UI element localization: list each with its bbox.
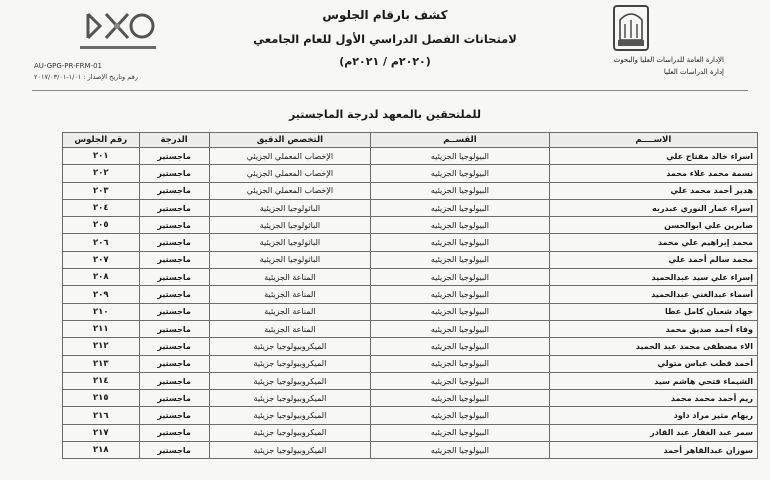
- degree-cell: ماجستير: [139, 320, 209, 337]
- student-name-cell: نسمة محمد علاء محمد: [549, 165, 757, 182]
- university-logo: [608, 4, 654, 52]
- degree-cell: ماجستير: [139, 303, 209, 320]
- department-cell: البيولوجيا الجزيئيه: [371, 407, 550, 424]
- degree-cell: ماجستير: [139, 234, 209, 251]
- seat-number-cell: ٢١٠: [63, 303, 140, 320]
- university-seal-icon: [608, 4, 654, 52]
- table-row: [63, 217, 758, 234]
- table-row: [63, 338, 758, 355]
- department-cell: البيولوجيا الجزيئيه: [371, 303, 550, 320]
- document-code: AU-GPG-PR-FRM-01: [34, 62, 102, 70]
- student-name-cell: محمد سالم أحمد علي: [549, 251, 757, 268]
- student-name-cell: ريم أحمد محمد محمد: [549, 390, 757, 407]
- academic-year: (٢٠٢٠م / ٢٠٢١م): [339, 55, 431, 68]
- specialization-cell: الميكروبيولوجيا جزيئية: [209, 355, 371, 372]
- table-header-row: [63, 133, 758, 148]
- table-subtitle: للملتحقين بالمعهد لدرجة الماجستير: [288, 108, 482, 121]
- table-row: [63, 407, 758, 424]
- table-row: [63, 390, 758, 407]
- student-name-cell: أسماء عبدالغني عبدالحميد: [549, 286, 757, 303]
- seat-number-cell: ٢١٧: [63, 424, 140, 441]
- student-name-cell: الشيماء فتحي هاشم سيد: [549, 372, 757, 389]
- table-body: [63, 148, 758, 459]
- issue-date: رقم وتاريخ الإصدار : ١/٠١-٢٠١٧/٠٣/٠١: [34, 73, 138, 81]
- seat-number-cell: ٢١٥: [63, 390, 140, 407]
- specialization-cell: الميكروبيولوجيا جزيئية: [209, 390, 371, 407]
- specialization-cell: الإخصاب المعملي الجزيئي: [209, 165, 371, 182]
- degree-cell: ماجستير: [139, 251, 209, 268]
- table-row: [63, 269, 758, 286]
- specialization-cell: الميكروبيولوجيا جزيئية: [209, 442, 371, 459]
- seat-numbers-table: [62, 132, 758, 459]
- seat-number-cell: ٢١٢: [63, 338, 140, 355]
- student-name-cell: اسراء خالد مفتاح علي: [549, 148, 757, 165]
- degree-cell: ماجستير: [139, 286, 209, 303]
- department-cell: البيولوجيا الجزيئيه: [371, 424, 550, 441]
- specialization-cell: الإخصاب المعملي الجزيئي: [209, 148, 371, 165]
- student-name-cell: الاء مصطفى محمد عبد الحميد: [549, 338, 757, 355]
- department-cell: البيولوجيا الجزيئيه: [371, 199, 550, 216]
- exam-title: لامتحانات الفصل الدراسي الأول للعام الجامعي: [253, 32, 517, 46]
- table-row: [63, 303, 758, 320]
- seat-number-cell: ٢٠٦: [63, 234, 140, 251]
- degree-cell: ماجستير: [139, 390, 209, 407]
- department-cell: البيولوجيا الجزيئيه: [371, 148, 550, 165]
- table-row: [63, 286, 758, 303]
- student-name-cell: إسراء علي سيد عبدالحميد: [549, 269, 757, 286]
- table-row: [63, 320, 758, 337]
- specialization-cell: الإخصاب المعملي الجزيئي: [209, 182, 371, 199]
- degree-cell: ماجستير: [139, 442, 209, 459]
- col-header-name: الاســــم: [549, 133, 757, 148]
- department-cell: البيولوجيا الجزيئيه: [371, 217, 550, 234]
- table-row: [63, 148, 758, 165]
- degree-cell: ماجستير: [139, 148, 209, 165]
- student-name-cell: سوزان عبدالقاهر أحمد: [549, 442, 757, 459]
- department-cell: البيولوجيا الجزيئيه: [371, 355, 550, 372]
- department-cell: البيولوجيا الجزيئيه: [371, 390, 550, 407]
- specialization-cell: الباثولوجيا الجزيئية: [209, 217, 371, 234]
- specialization-cell: المناعة الجزيئية: [209, 303, 371, 320]
- student-name-cell: وفاء أحمد صديق محمد: [549, 320, 757, 337]
- header-divider: [32, 90, 748, 91]
- department-cell: البيولوجيا الجزيئيه: [371, 338, 550, 355]
- seat-number-cell: ٢١٤: [63, 372, 140, 389]
- seat-number-cell: ٢٠٨: [63, 269, 140, 286]
- seat-number-cell: ٢٠٤: [63, 199, 140, 216]
- specialization-cell: الميكروبيولوجيا جزيئية: [209, 424, 371, 441]
- specialization-cell: المناعة الجزيئية: [209, 320, 371, 337]
- table-row: [63, 165, 758, 182]
- department-cell: البيولوجيا الجزيئيه: [371, 251, 550, 268]
- seat-number-cell: ٢١٣: [63, 355, 140, 372]
- seat-number-cell: ٢١٨: [63, 442, 140, 459]
- department-cell: البيولوجيا الجزيئيه: [371, 165, 550, 182]
- table-row: [63, 199, 758, 216]
- specialization-cell: الميكروبيولوجيا جزيئية: [209, 407, 371, 424]
- specialization-cell: الميكروبيولوجيا جزيئية: [209, 338, 371, 355]
- seat-number-cell: ٢٠٥: [63, 217, 140, 234]
- student-name-cell: أحمد قطب عباس متولي: [549, 355, 757, 372]
- university-dept-line2: إدارة الدراسات العليا: [663, 68, 724, 76]
- specialization-cell: المناعة الجزيئية: [209, 269, 371, 286]
- degree-cell: ماجستير: [139, 199, 209, 216]
- seat-number-cell: ٢٠٣: [63, 182, 140, 199]
- department-cell: البيولوجيا الجزيئيه: [371, 182, 550, 199]
- degree-cell: ماجستير: [139, 269, 209, 286]
- student-name-cell: صابرين علي ابوالحسن: [549, 217, 757, 234]
- page-title: كشف بارقام الجلوس: [322, 8, 448, 22]
- col-header-spec: التخصص الدقيق: [209, 133, 371, 148]
- seat-number-cell: ٢٠١: [63, 148, 140, 165]
- degree-cell: ماجستير: [139, 372, 209, 389]
- student-name-cell: جهاد شعبان كامل عطا: [549, 303, 757, 320]
- student-name-cell: إسراء عمار النوري عبدربه: [549, 199, 757, 216]
- degree-cell: ماجستير: [139, 407, 209, 424]
- department-cell: البيولوجيا الجزيئيه: [371, 269, 550, 286]
- student-name-cell: ريهام مثير مراد داود: [549, 407, 757, 424]
- seat-number-cell: ٢٠٢: [63, 165, 140, 182]
- student-name-cell: سمر عبد الغفار عبد القادر: [549, 424, 757, 441]
- table-row: [63, 372, 758, 389]
- degree-cell: ماجستير: [139, 217, 209, 234]
- department-cell: البيولوجيا الجزيئيه: [371, 234, 550, 251]
- specialization-cell: المناعة الجزيئية: [209, 286, 371, 303]
- department-cell: البيولوجيا الجزيئيه: [371, 286, 550, 303]
- seat-number-cell: ٢١٦: [63, 407, 140, 424]
- specialization-cell: الباثولوجيا الجزيئية: [209, 199, 371, 216]
- logo-bar: [80, 46, 156, 49]
- department-cell: البيولوجيا الجزيئيه: [371, 442, 550, 459]
- specialization-cell: الباثولوجيا الجزيئية: [209, 251, 371, 268]
- col-header-dept: القســم: [371, 133, 550, 148]
- degree-cell: ماجستير: [139, 355, 209, 372]
- department-cell: البيولوجيا الجزيئيه: [371, 372, 550, 389]
- student-name-cell: هدير أحمد محمد علي: [549, 182, 757, 199]
- table-row: [63, 442, 758, 459]
- table-row: [63, 251, 758, 268]
- university-dept-line1: الإدارة العامة للدراسات العليا والبحوث: [613, 56, 724, 64]
- degree-cell: ماجستير: [139, 182, 209, 199]
- degree-cell: ماجستير: [139, 338, 209, 355]
- table-row: [63, 424, 758, 441]
- col-header-seat: رقم الجلوس: [63, 133, 140, 148]
- department-cell: البيولوجيا الجزيئيه: [371, 320, 550, 337]
- student-name-cell: محمد إبراهيم علي محمد: [549, 234, 757, 251]
- degree-cell: ماجستير: [139, 165, 209, 182]
- specialization-cell: الميكروبيولوجيا جزيئية: [209, 372, 371, 389]
- table-row: [63, 182, 758, 199]
- specialization-cell: الباثولوجيا الجزيئية: [209, 234, 371, 251]
- seat-number-cell: ٢١١: [63, 320, 140, 337]
- seat-number-cell: ٢٠٧: [63, 251, 140, 268]
- col-header-degree: الدرجة: [139, 133, 209, 148]
- table-row: [63, 234, 758, 251]
- table-row: [63, 355, 758, 372]
- degree-cell: ماجستير: [139, 424, 209, 441]
- seat-number-cell: ٢٠٩: [63, 286, 140, 303]
